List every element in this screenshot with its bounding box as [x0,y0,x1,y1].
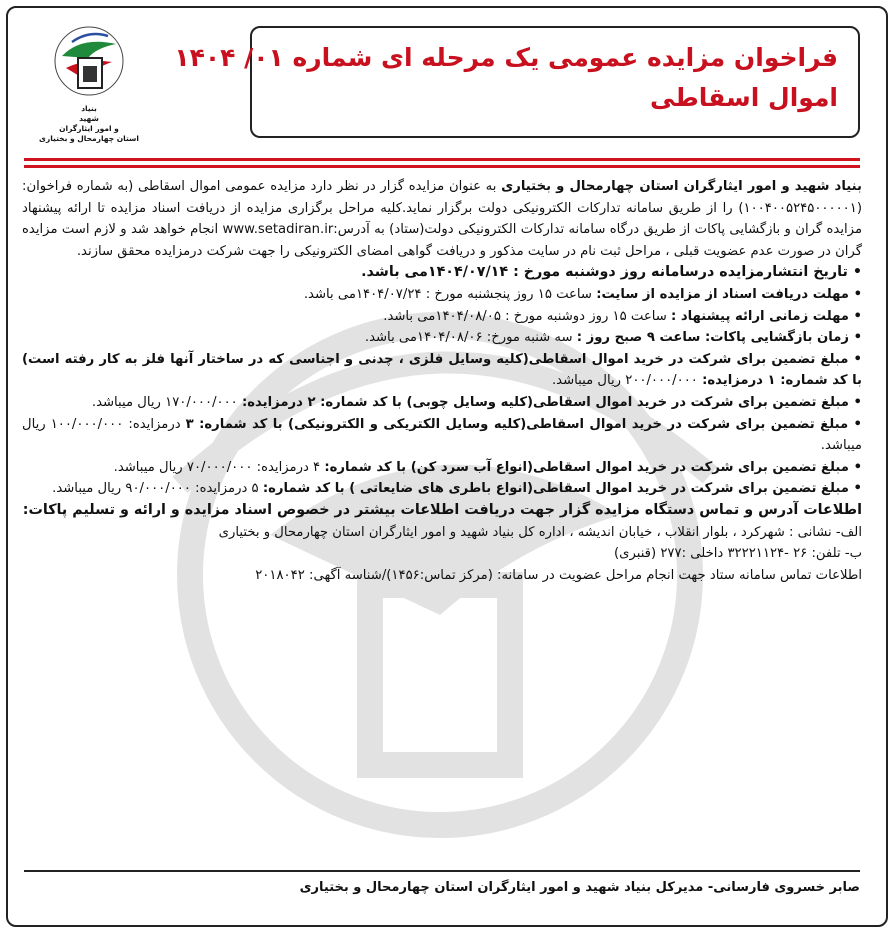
logo-org-line3: و امور ایثارگران [59,124,119,133]
guarantee-amount: ۱۰۰/۰۰۰/۰۰۰ [50,416,124,432]
guarantee-amount: ۹۰/۰۰۰/۰۰۰ [125,481,191,497]
guarantee-label: • مبلغ تضمین برای شرکت در خرید اموال اسقاطی(انواع باطری های ضایعاتی ) با کد شماره: [262,481,862,497]
guarantee-item-3 [22,414,862,457]
guarantee-unit: ریال میباشد. [52,481,122,497]
contact-phone: ب- تلفن: ۲۶ -۳۲۲۲۱۱۲۴ داخلی :۲۷۷ (قنبری) [613,546,862,562]
item-label: • تاریخ انتشارمزایده درسامانه روز دوشنبه مورخ : [513,264,862,281]
emblem-icon [46,22,132,100]
organization-logo [30,22,148,146]
item-value: ساعت ۱۵ روز پنجشنبه مورخ : ۱۴۰۴/۰۷/۲۴ [355,286,592,302]
item-tail: می باشد. [383,308,436,324]
intro-part2: ) را از طریق سامانه تدارکات الکترونیکی دولت برگزار نماید.کلیه مراحل برگزاری مزایده از دریافت اسناد مزایده تا ارائه پیشنهاد مزایده گران و بازگشایی پاکات از طریق درگاه سامانه تدارکات الکترونیکی دولت(ستاد) به آدرس: [22,200,863,238]
page-subtitle: اموال اسقاطی [649,83,838,112]
guarantee-label: • مبلغ تضمین برای شرکت در خرید اموال اسقاطی(کلیه وسایل چوبی) با کد شماره: ۲ درمزایده: [241,394,862,410]
guarantee-unit: ریال میباشد. [91,394,161,410]
guarantee-label: • مبلغ تضمین برای شرکت در خرید اموال اسقاطی(کلیه وسایل فلزی ، چدنی و اجناسی که در ساختار آنها فلز به کار رفته است) با کد شماره: ۱ درمزایده: [22,351,862,389]
item-document-deadline [22,284,862,306]
contact-address: الف- نشانی : شهرکرد ، بلوار انقلاب ، خیابان اندیشه ، اداره کل بنیاد شهید و امور ایثارگران استان چهارمحال و بختیاری [218,524,862,540]
header-divider-top [24,158,860,161]
item-label: • مهلت زمانی ارائه پیشنهاد : [670,308,862,324]
logo-org-line1: بنیاد [81,104,97,113]
footer-signature: صابر خسروی فارسانی- مدیرکل بنیاد شهید و امور ایثارگران استان چهارمحال و بختیاری [299,880,860,895]
logo-org-line4: استان چهارمحال و بختیاری [39,134,139,143]
header [24,22,860,142]
item-tail: می باشد. [361,264,428,281]
guarantee-amount: ۱۷۰/۰۰۰/۰۰۰ [165,394,238,410]
guarantee-amount: ۲۰۰/۰۰۰/۰۰۰ [625,373,698,389]
page-title: فراخوان مزایده عمومی یک مرحله ای شماره ۰۱/ ۱۴۰۴ [174,43,838,72]
guarantee-mid: درمزایده: [128,416,181,432]
guarantee-item-1 [22,349,862,392]
guarantee-item-2 [22,392,862,414]
item-label: • زمان بازگشایی پاکات: ساعت ۹ صبح روز : [576,330,862,346]
guarantee-mid: ۴ درمزایده: [256,459,321,475]
item-value: ۱۴۰۴/۰۷/۱۴ [427,264,509,281]
item-tail: می باشد. [364,330,417,346]
item-opening-time [22,327,862,349]
item-proposal-deadline [22,306,862,328]
guarantee-unit: ریال میباشد. [22,416,862,454]
intro-part1: به عنوان مزایده گزار در نظر دارد مزایده عمومی اموال اسقاطی (به شماره فراخوان:( [22,179,862,216]
guarantee-unit: ریال میباشد. [551,373,622,389]
tender-number: ۱۰۰۴۰۰۵۲۴۵۰۰۰۰۰۱ [743,200,857,216]
contact-setad: اطلاعات تماس سامانه ستاد جهت انجام مراحل عضویت در سامانه: (مرکز تماس:۱۴۵۶)/شناسه آگهی: ۲۰۱۸۰۴۲ [255,567,862,583]
footer-divider [24,870,860,872]
item-value: سه شنبه مورخ: ۱۴۰۴/۰۸/۰۶ [417,330,573,346]
contact-heading: اطلاعات آدرس و تماس دستگاه مزایده گزار جهت دریافت اطلاعات بیشتر در خصوص اسناد مزایده و ارائه و تسلیم پاکات: [22,501,862,518]
intro-paragraph [22,176,862,262]
logo-org-line2: شهید [79,114,99,123]
guarantee-unit: ریال میباشد. [113,459,183,475]
intro-part3: انجام خواهد شد و لازم است مزایده گران در صورت عدم عضویت قبلی ، مراحل ثبت نام در سایت مذکور و دریافت گواهی امضای الکترونیکی را جهت شرکت درمزایده محقق سازند. [22,222,862,259]
item-publish-date [22,262,862,284]
setad-url[interactable]: www.setadiran.ir [222,222,334,238]
item-label: • مهلت دریافت اسناد از مزایده از سایت: [596,286,862,302]
item-value: ساعت ۱۵ روز دوشنبه مورخ : ۱۴۰۴/۰۸/۰۵ [435,308,667,324]
title-box [174,26,860,138]
header-divider-bottom [24,165,860,168]
item-tail: می باشد. [303,286,356,302]
guarantee-label: • مبلغ تضمین برای شرکت در خرید اموال اسقاطی(کلیه وسایل الکتریکی و الکترونیکی) با کد شماره: ۳ [185,416,862,432]
guarantee-item-5 [22,478,862,500]
guarantee-amount: ۷۰/۰۰۰/۰۰۰ [186,459,253,475]
guarantee-label: • مبلغ تضمین برای شرکت در خرید اموال اسقاطی(انواع آب سرد کن) با کد شماره: [324,459,862,475]
notice-body [22,176,862,586]
intro-org: بنیاد شهید و امور ایثارگران استان چهارمحال و بختیاری [501,179,862,194]
guarantee-mid: ۵ درمزایده: [195,481,259,497]
guarantee-item-4 [22,457,862,479]
